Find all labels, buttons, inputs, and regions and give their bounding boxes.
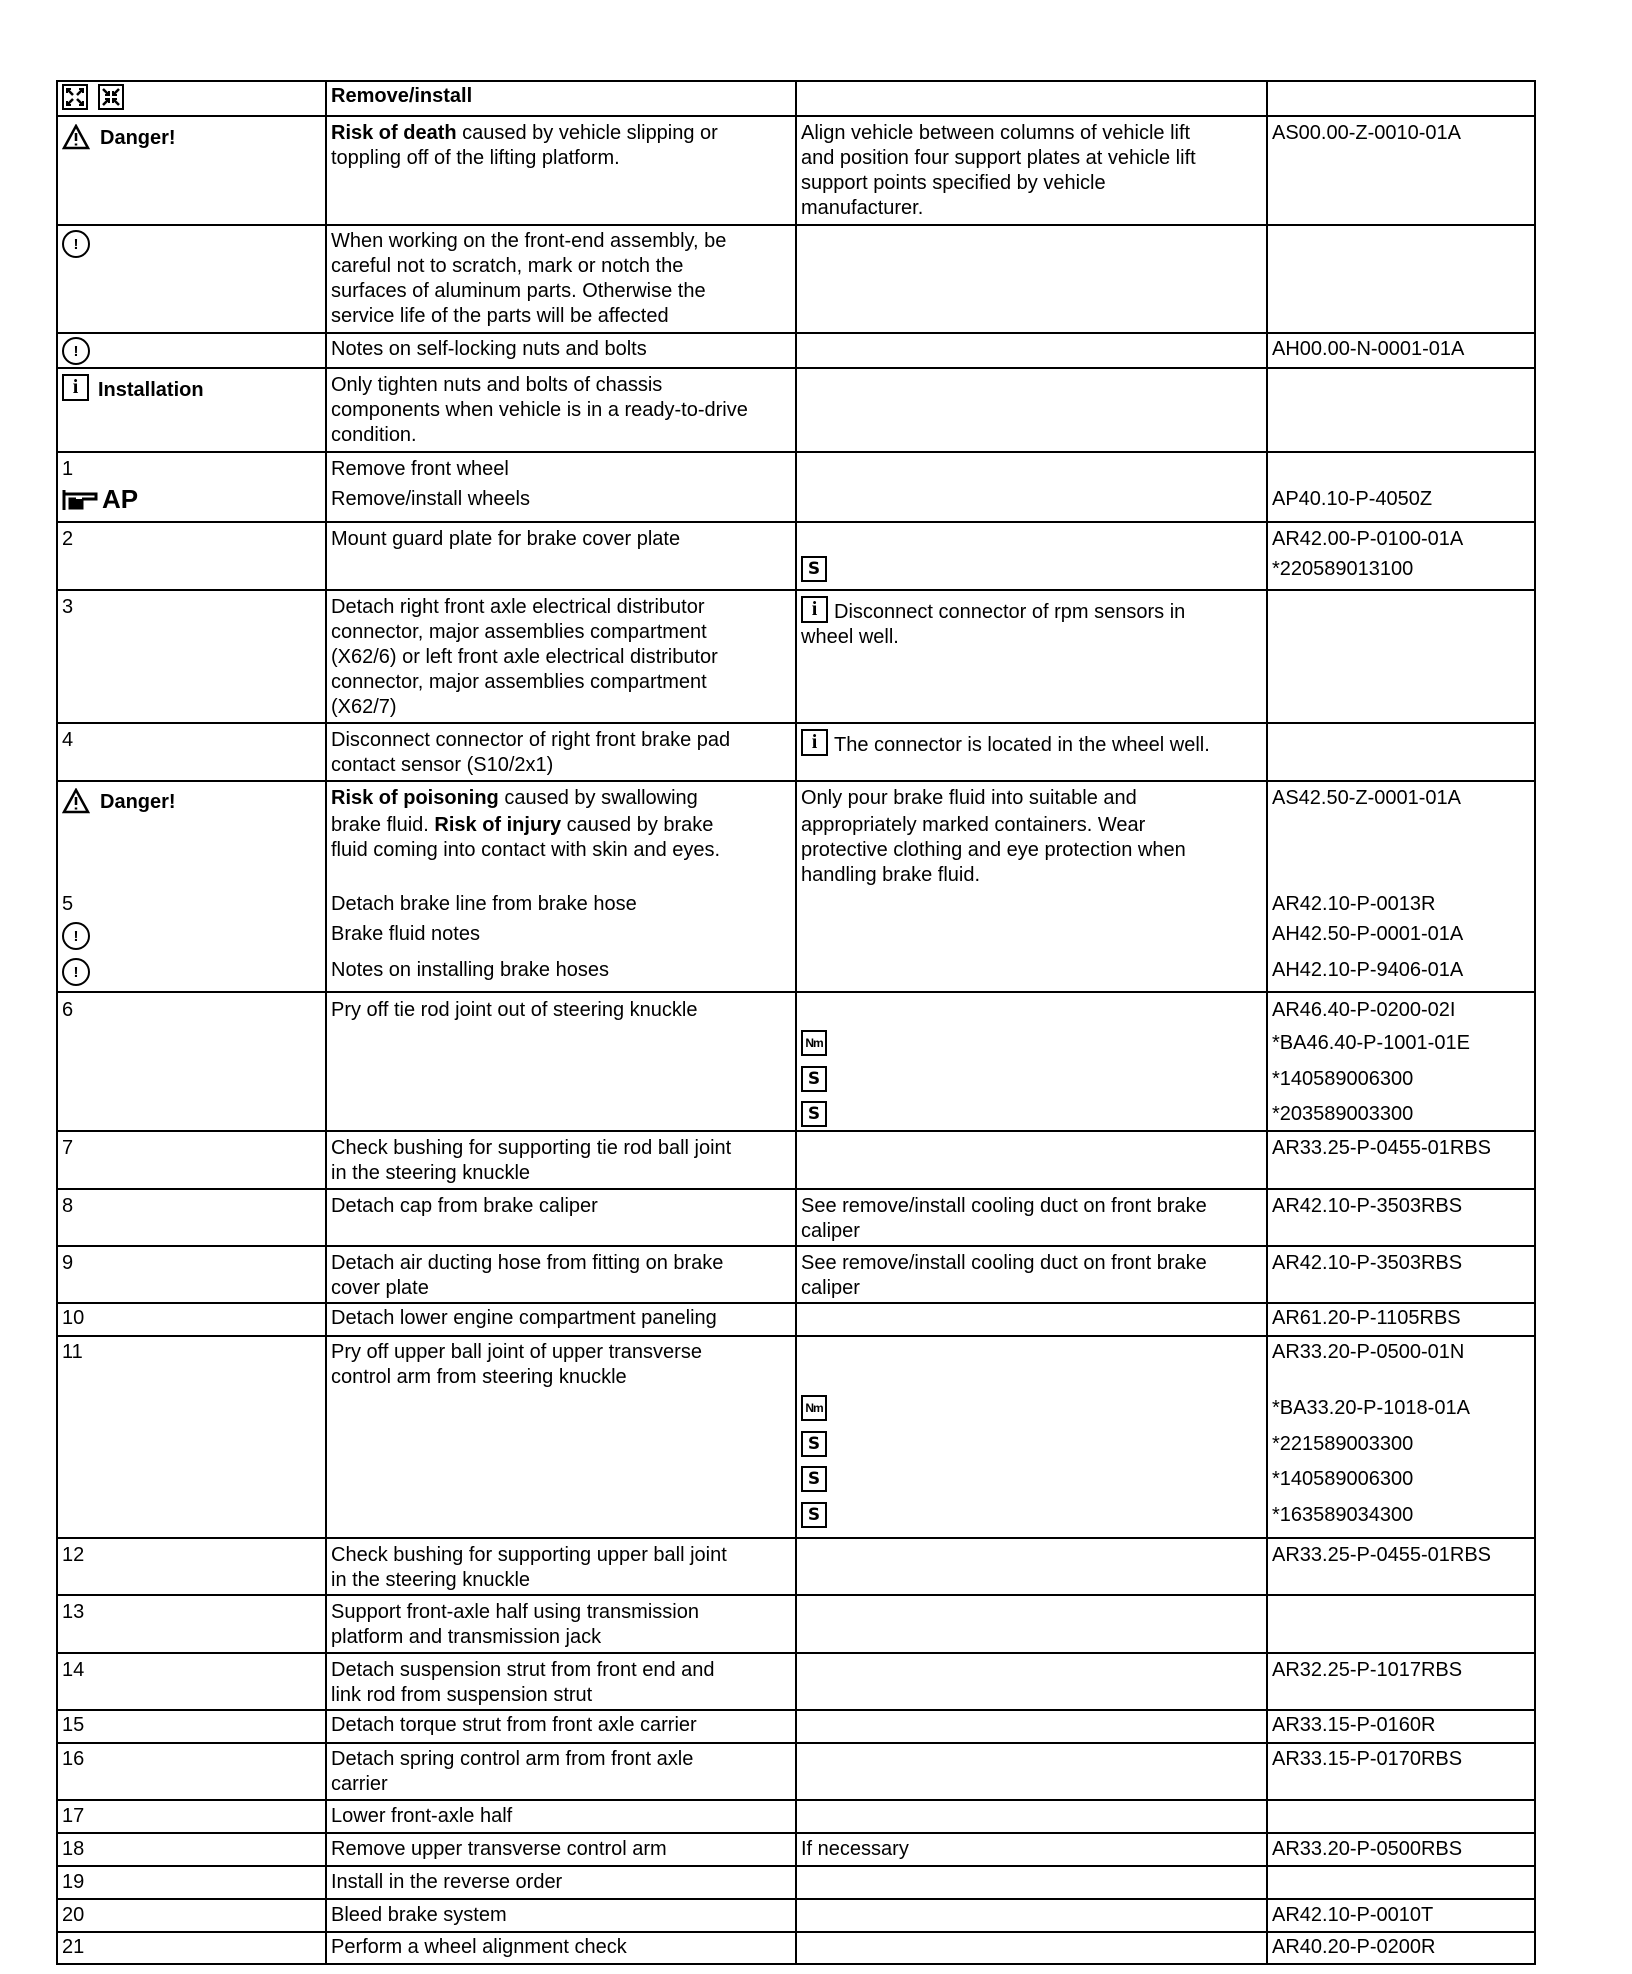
step-text: Detach suspension strut from front end and bbox=[331, 1659, 715, 1681]
step-text: Install in the reverse order bbox=[331, 1871, 563, 1893]
danger2-text: brake fluid. Risk of injury caused by brake bbox=[331, 814, 714, 836]
step-measure: See remove/install cooling duct on front brake bbox=[801, 1195, 1207, 1217]
step-ref: AR33.25-P-0455-01RBS bbox=[1272, 1544, 1492, 1566]
step-text: Detach torque strut from front axle carrier bbox=[331, 1714, 697, 1736]
danger2-measure: handling brake fluid. bbox=[801, 864, 981, 886]
step-number: 14 bbox=[62, 1659, 85, 1681]
step-text: link rod from suspension strut bbox=[331, 1684, 593, 1706]
tool-icon: S bbox=[801, 1066, 827, 1092]
step-number: 1 bbox=[62, 458, 74, 480]
step-text: Detach right front axle electrical distributor bbox=[331, 596, 705, 618]
step-ref: *140589006300 bbox=[1272, 1468, 1414, 1490]
step-note: Brake fluid notes bbox=[331, 923, 480, 945]
step-text: Perform a wheel alignment check bbox=[331, 1936, 627, 1958]
warning-icon bbox=[62, 788, 90, 814]
danger1-measure: and position four support plates at vehicle lift bbox=[801, 147, 1196, 169]
step-ref: AR42.10-P-0010T bbox=[1272, 1904, 1434, 1926]
step-text: Detach air ducting hose from fitting on brake bbox=[331, 1252, 724, 1274]
step-number: 2 bbox=[62, 528, 74, 550]
tool-icon: S bbox=[801, 1431, 827, 1457]
step-number: 9 bbox=[62, 1252, 74, 1274]
note-icon: ! bbox=[62, 922, 90, 950]
step-text: Support front-axle half using transmission bbox=[331, 1601, 699, 1623]
step-number: 11 bbox=[62, 1341, 83, 1363]
step-measure: caliper bbox=[801, 1277, 860, 1299]
step-number: 5 bbox=[62, 893, 74, 915]
step-ref: AR46.40-P-0200-02I bbox=[1272, 999, 1456, 1021]
note-icon: ! bbox=[62, 337, 90, 365]
step-ref: AR42.10-P-0013R bbox=[1272, 893, 1436, 915]
tool-icon: S bbox=[801, 556, 827, 582]
alu-text: careful not to scratch, mark or notch the bbox=[331, 255, 684, 277]
step-number: 6 bbox=[62, 999, 74, 1021]
step-text: (X62/6) or left front axle electrical distributor bbox=[331, 646, 718, 668]
danger2-measure: Only pour brake fluid into suitable and bbox=[801, 787, 1137, 809]
step-ref: AR33.20-P-0500RBS bbox=[1272, 1838, 1463, 1860]
step-ref: AH42.50-P-0001-01A bbox=[1272, 923, 1464, 945]
step-info: The connector is located in the wheel well. bbox=[834, 734, 1210, 756]
step-text: Lower front-axle half bbox=[331, 1805, 513, 1827]
alu-text: surfaces of aluminum parts. Otherwise the bbox=[331, 280, 706, 302]
danger2-measure: protective clothing and eye protection when bbox=[801, 839, 1186, 861]
alu-text: When working on the front-end assembly, be bbox=[331, 230, 727, 252]
step-text: contact sensor (S10/2x1) bbox=[331, 754, 554, 776]
step-number: 7 bbox=[62, 1137, 74, 1159]
step-ref: *203589003300 bbox=[1272, 1103, 1414, 1125]
step-ref: AR33.15-P-0160R bbox=[1272, 1714, 1436, 1736]
step-text: Remove front wheel bbox=[331, 458, 509, 480]
self-locking-text: Notes on self-locking nuts and bolts bbox=[331, 338, 647, 360]
step-ref: AR40.20-P-0200R bbox=[1272, 1936, 1436, 1958]
step-text: Check bushing for supporting tie rod ball joint bbox=[331, 1137, 732, 1159]
step-number: 20 bbox=[62, 1904, 85, 1926]
danger-label: Danger! bbox=[100, 127, 176, 149]
warning-icon bbox=[62, 124, 90, 150]
remove-install-icon bbox=[62, 84, 132, 110]
danger1-measure: support points specified by vehicle bbox=[801, 172, 1106, 194]
note-icon: ! bbox=[62, 230, 90, 258]
step-info: Disconnect connector of rpm sensors in bbox=[834, 601, 1186, 623]
step-number: 12 bbox=[62, 1544, 85, 1566]
step-ref: *163589034300 bbox=[1272, 1504, 1414, 1526]
danger2-text: Risk of poisoning caused by swallowing bbox=[331, 787, 698, 809]
step-number: 19 bbox=[62, 1871, 85, 1893]
step-text: Bleed brake system bbox=[331, 1904, 507, 1926]
step-number: 13 bbox=[62, 1601, 85, 1623]
step-text: Detach brake line from brake hose bbox=[331, 893, 637, 915]
step-number: 3 bbox=[62, 596, 74, 618]
step-measure: See remove/install cooling duct on front brake bbox=[801, 1252, 1207, 1274]
step-text: in the steering knuckle bbox=[331, 1569, 531, 1591]
step-text: connector, major assemblies compartment bbox=[331, 621, 707, 643]
step-number: 18 bbox=[62, 1838, 85, 1860]
danger1-text: Risk of death caused by vehicle slipping or bbox=[331, 122, 718, 144]
step-text: Pry off tie rod joint out of steering knuckle bbox=[331, 999, 698, 1021]
step-number: 10 bbox=[62, 1307, 85, 1329]
danger-label: Danger! bbox=[100, 791, 176, 813]
step-ref: *140589006300 bbox=[1272, 1068, 1414, 1090]
step-ref: AP40.10-P-4050Z bbox=[1272, 488, 1433, 510]
step-text: connector, major assemblies compartment bbox=[331, 671, 707, 693]
step-number: 16 bbox=[62, 1748, 85, 1770]
step-ref: AR32.25-P-1017RBS bbox=[1272, 1659, 1463, 1681]
step-text: Remove upper transverse control arm bbox=[331, 1838, 667, 1860]
danger2-text: fluid coming into contact with skin and eyes. bbox=[331, 839, 721, 861]
step-ref: AR42.00-P-0100-01A bbox=[1272, 528, 1464, 550]
tool-icon: S bbox=[801, 1466, 827, 1492]
torque-icon: Nm bbox=[801, 1395, 827, 1421]
tool-icon: S bbox=[801, 1101, 827, 1127]
step-ref: AR42.10-P-3503RBS bbox=[1272, 1195, 1463, 1217]
step-number: 21 bbox=[62, 1936, 85, 1958]
step-text: Remove/install wheels bbox=[331, 488, 530, 510]
note-icon: ! bbox=[62, 958, 90, 986]
danger1-measure: manufacturer. bbox=[801, 197, 924, 219]
step-text: Mount guard plate for brake cover plate bbox=[331, 528, 681, 550]
step-text: in the steering knuckle bbox=[331, 1162, 531, 1184]
step-ref: AR33.20-P-0500-01N bbox=[1272, 1341, 1465, 1363]
install-text: components when vehicle is in a ready-to-drive bbox=[331, 399, 748, 421]
step-text: Detach lower engine compartment paneling bbox=[331, 1307, 717, 1329]
step-number: 4 bbox=[62, 729, 74, 751]
danger2-measure: appropriately marked containers. Wear bbox=[801, 814, 1146, 836]
step-text: (X62/7) bbox=[331, 696, 397, 718]
step-text: carrier bbox=[331, 1773, 388, 1795]
info-icon: i bbox=[62, 374, 89, 401]
step-text: Check bushing for supporting upper ball joint bbox=[331, 1544, 727, 1566]
self-locking-ref: AH00.00-N-0001-01A bbox=[1272, 338, 1465, 360]
step-text: Pry off upper ball joint of upper transverse bbox=[331, 1341, 702, 1363]
ap-label: AP bbox=[102, 484, 139, 514]
danger1-measure: Align vehicle between columns of vehicle lift bbox=[801, 122, 1191, 144]
tool-icon: S bbox=[801, 1502, 827, 1528]
step-ref: AR42.10-P-3503RBS bbox=[1272, 1252, 1463, 1274]
step-ref: AR61.20-P-1105RBS bbox=[1272, 1307, 1461, 1329]
step-ref: *220589013100 bbox=[1272, 558, 1414, 580]
step-text: cover plate bbox=[331, 1277, 429, 1299]
step-text: control arm from steering knuckle bbox=[331, 1366, 627, 1388]
torque-icon: Nm bbox=[801, 1030, 827, 1056]
step-ref: *BA33.20-P-1018-01A bbox=[1272, 1397, 1470, 1419]
step-ref: AR33.15-P-0170RBS bbox=[1272, 1748, 1463, 1770]
danger1-ref: AS00.00-Z-0010-01A bbox=[1272, 122, 1462, 144]
danger2-ref: AS42.50-Z-0001-01A bbox=[1272, 787, 1462, 809]
step-text: Detach cap from brake caliper bbox=[331, 1195, 598, 1217]
step-text: Detach spring control arm from front axle bbox=[331, 1748, 694, 1770]
step-note: Notes on installing brake hoses bbox=[331, 959, 609, 981]
alu-text: service life of the parts will be affected bbox=[331, 305, 669, 327]
step-ref: *221589003300 bbox=[1272, 1433, 1414, 1455]
step-text: Disconnect connector of right front brake pad bbox=[331, 729, 731, 751]
step-number: 8 bbox=[62, 1195, 74, 1217]
step-ref: AR33.25-P-0455-01RBS bbox=[1272, 1137, 1492, 1159]
step-text: platform and transmission jack bbox=[331, 1626, 602, 1648]
step-measure: caliper bbox=[801, 1220, 860, 1242]
step-ref: AH42.10-P-9406-01A bbox=[1272, 959, 1464, 981]
install-text: Only tighten nuts and bolts of chassis bbox=[331, 374, 663, 396]
step-measure: If necessary bbox=[801, 1838, 909, 1860]
header-title: Remove/install bbox=[331, 85, 473, 107]
step-info: wheel well. bbox=[801, 626, 899, 648]
info-icon: i bbox=[801, 729, 828, 756]
install-text: condition. bbox=[331, 424, 417, 446]
info-icon: i bbox=[801, 596, 828, 623]
pointing-hand-icon bbox=[62, 488, 100, 514]
installation-label: Installation bbox=[98, 379, 204, 401]
step-number: 15 bbox=[62, 1714, 85, 1736]
danger1-text-2: toppling off of the lifting platform. bbox=[331, 147, 620, 169]
step-ref: *BA46.40-P-1001-01E bbox=[1272, 1032, 1470, 1054]
step-number: 17 bbox=[62, 1805, 85, 1827]
